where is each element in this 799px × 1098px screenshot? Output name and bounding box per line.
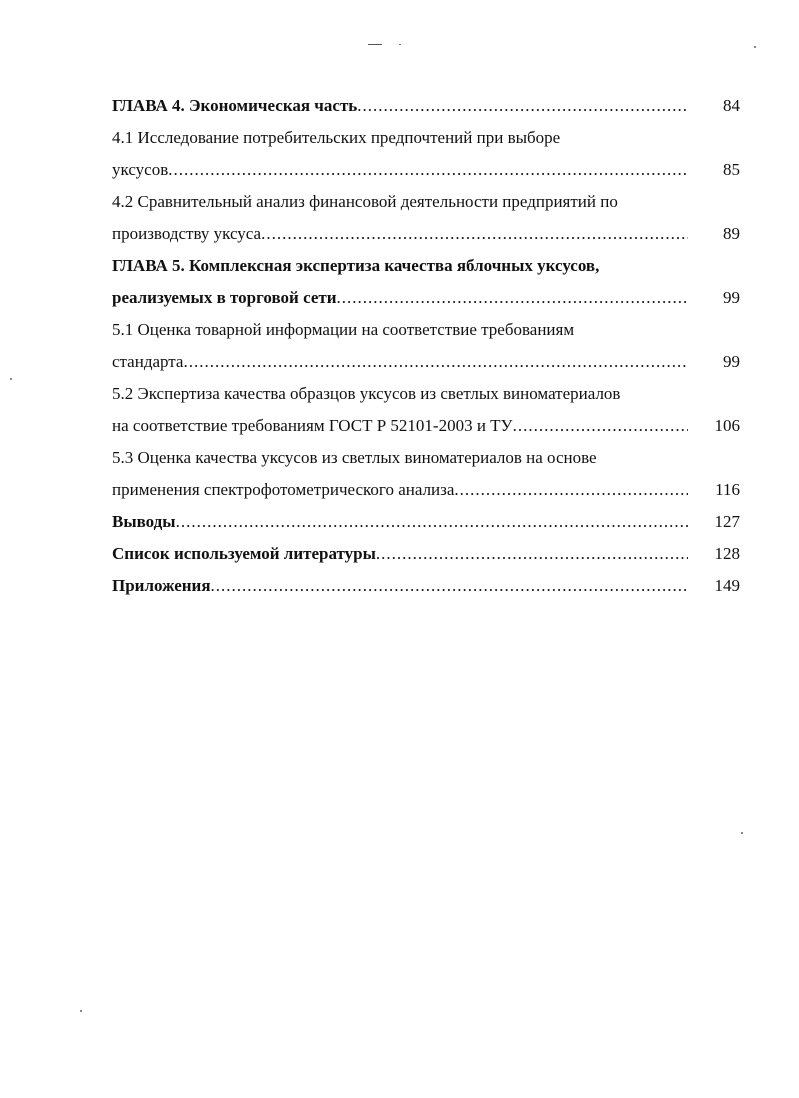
toc-entry-title-continuation: применения спектрофотометрического анализа [112,480,455,499]
toc-entry[interactable] [112,314,740,378]
dot-leader [357,90,688,122]
toc-page-number: 89 [723,224,740,243]
dot-leader [183,346,688,378]
toc-entry[interactable] [112,186,740,250]
toc-entry-title: 5.1 Оценка товарной информации на соответствие требованиям [112,320,575,339]
table-of-contents [112,90,740,602]
toc-entry-title-continuation: на соответствие требованиям ГОСТ Р 52101-2003 и ТУ [112,416,513,435]
dot-leader [176,506,688,538]
toc-entry[interactable] [112,90,740,122]
scan-speck [741,832,743,834]
toc-page-number: 99 [723,288,740,307]
toc-entry-title: Приложения [112,576,211,595]
toc-page-number: 128 [714,544,740,563]
toc-entry[interactable] [112,378,740,442]
scan-speck [10,378,12,380]
toc-entry-title-continuation: уксусов [112,160,169,179]
dot-leader [261,218,688,250]
toc-entry[interactable] [112,250,740,314]
toc-entry-title: 5.2 Экспертиза качества образцов уксусов из светлых виноматериалов [112,384,621,403]
toc-entry-title: 5.3 Оценка качества уксусов из светлых виноматериалов на основе [112,448,597,467]
toc-page-number: 149 [714,576,740,595]
toc-entry[interactable] [112,122,740,186]
toc-entry[interactable] [112,506,740,538]
toc-page-number: 106 [714,416,740,435]
toc-entry[interactable] [112,570,740,602]
toc-entry-title: ГЛАВА 4. Экономическая часть [112,96,358,115]
dot-leader [513,410,688,442]
toc-page-number: 99 [723,352,740,371]
toc-entry-title-continuation: реализуемых в торговой сети [112,288,337,307]
toc-entry-title: 4.2 Сравнительный анализ финансовой деятельности предприятий по [112,192,618,211]
dot-leader [376,538,688,570]
toc-page-number: 127 [714,512,740,531]
toc-entry-title-continuation: производству уксуса [112,224,262,243]
toc-entry[interactable] [112,538,740,570]
toc-page-number: 85 [723,160,740,179]
scan-speck [754,46,756,48]
toc-page-number: 116 [715,480,740,499]
dot-leader [211,570,688,602]
toc-entry-title-continuation: стандарта [112,352,184,371]
scan-artifact-mark [368,44,382,45]
toc-entry-title: ГЛАВА 5. Комплексная экспертиза качества яблочных уксусов, [112,256,600,275]
scan-speck [80,1010,82,1012]
dot-leader [168,154,688,186]
dot-leader [454,474,688,506]
toc-entry-title: 4.1 Исследование потребительских предпочтений при выборе [112,128,561,147]
toc-entry-title: Список используемой литературы [112,544,376,563]
scan-artifact-dot [399,44,401,45]
toc-entry-title: Выводы [112,512,176,531]
dot-leader [337,282,688,314]
toc-entry[interactable] [112,442,740,506]
toc-page-number: 84 [723,96,740,115]
